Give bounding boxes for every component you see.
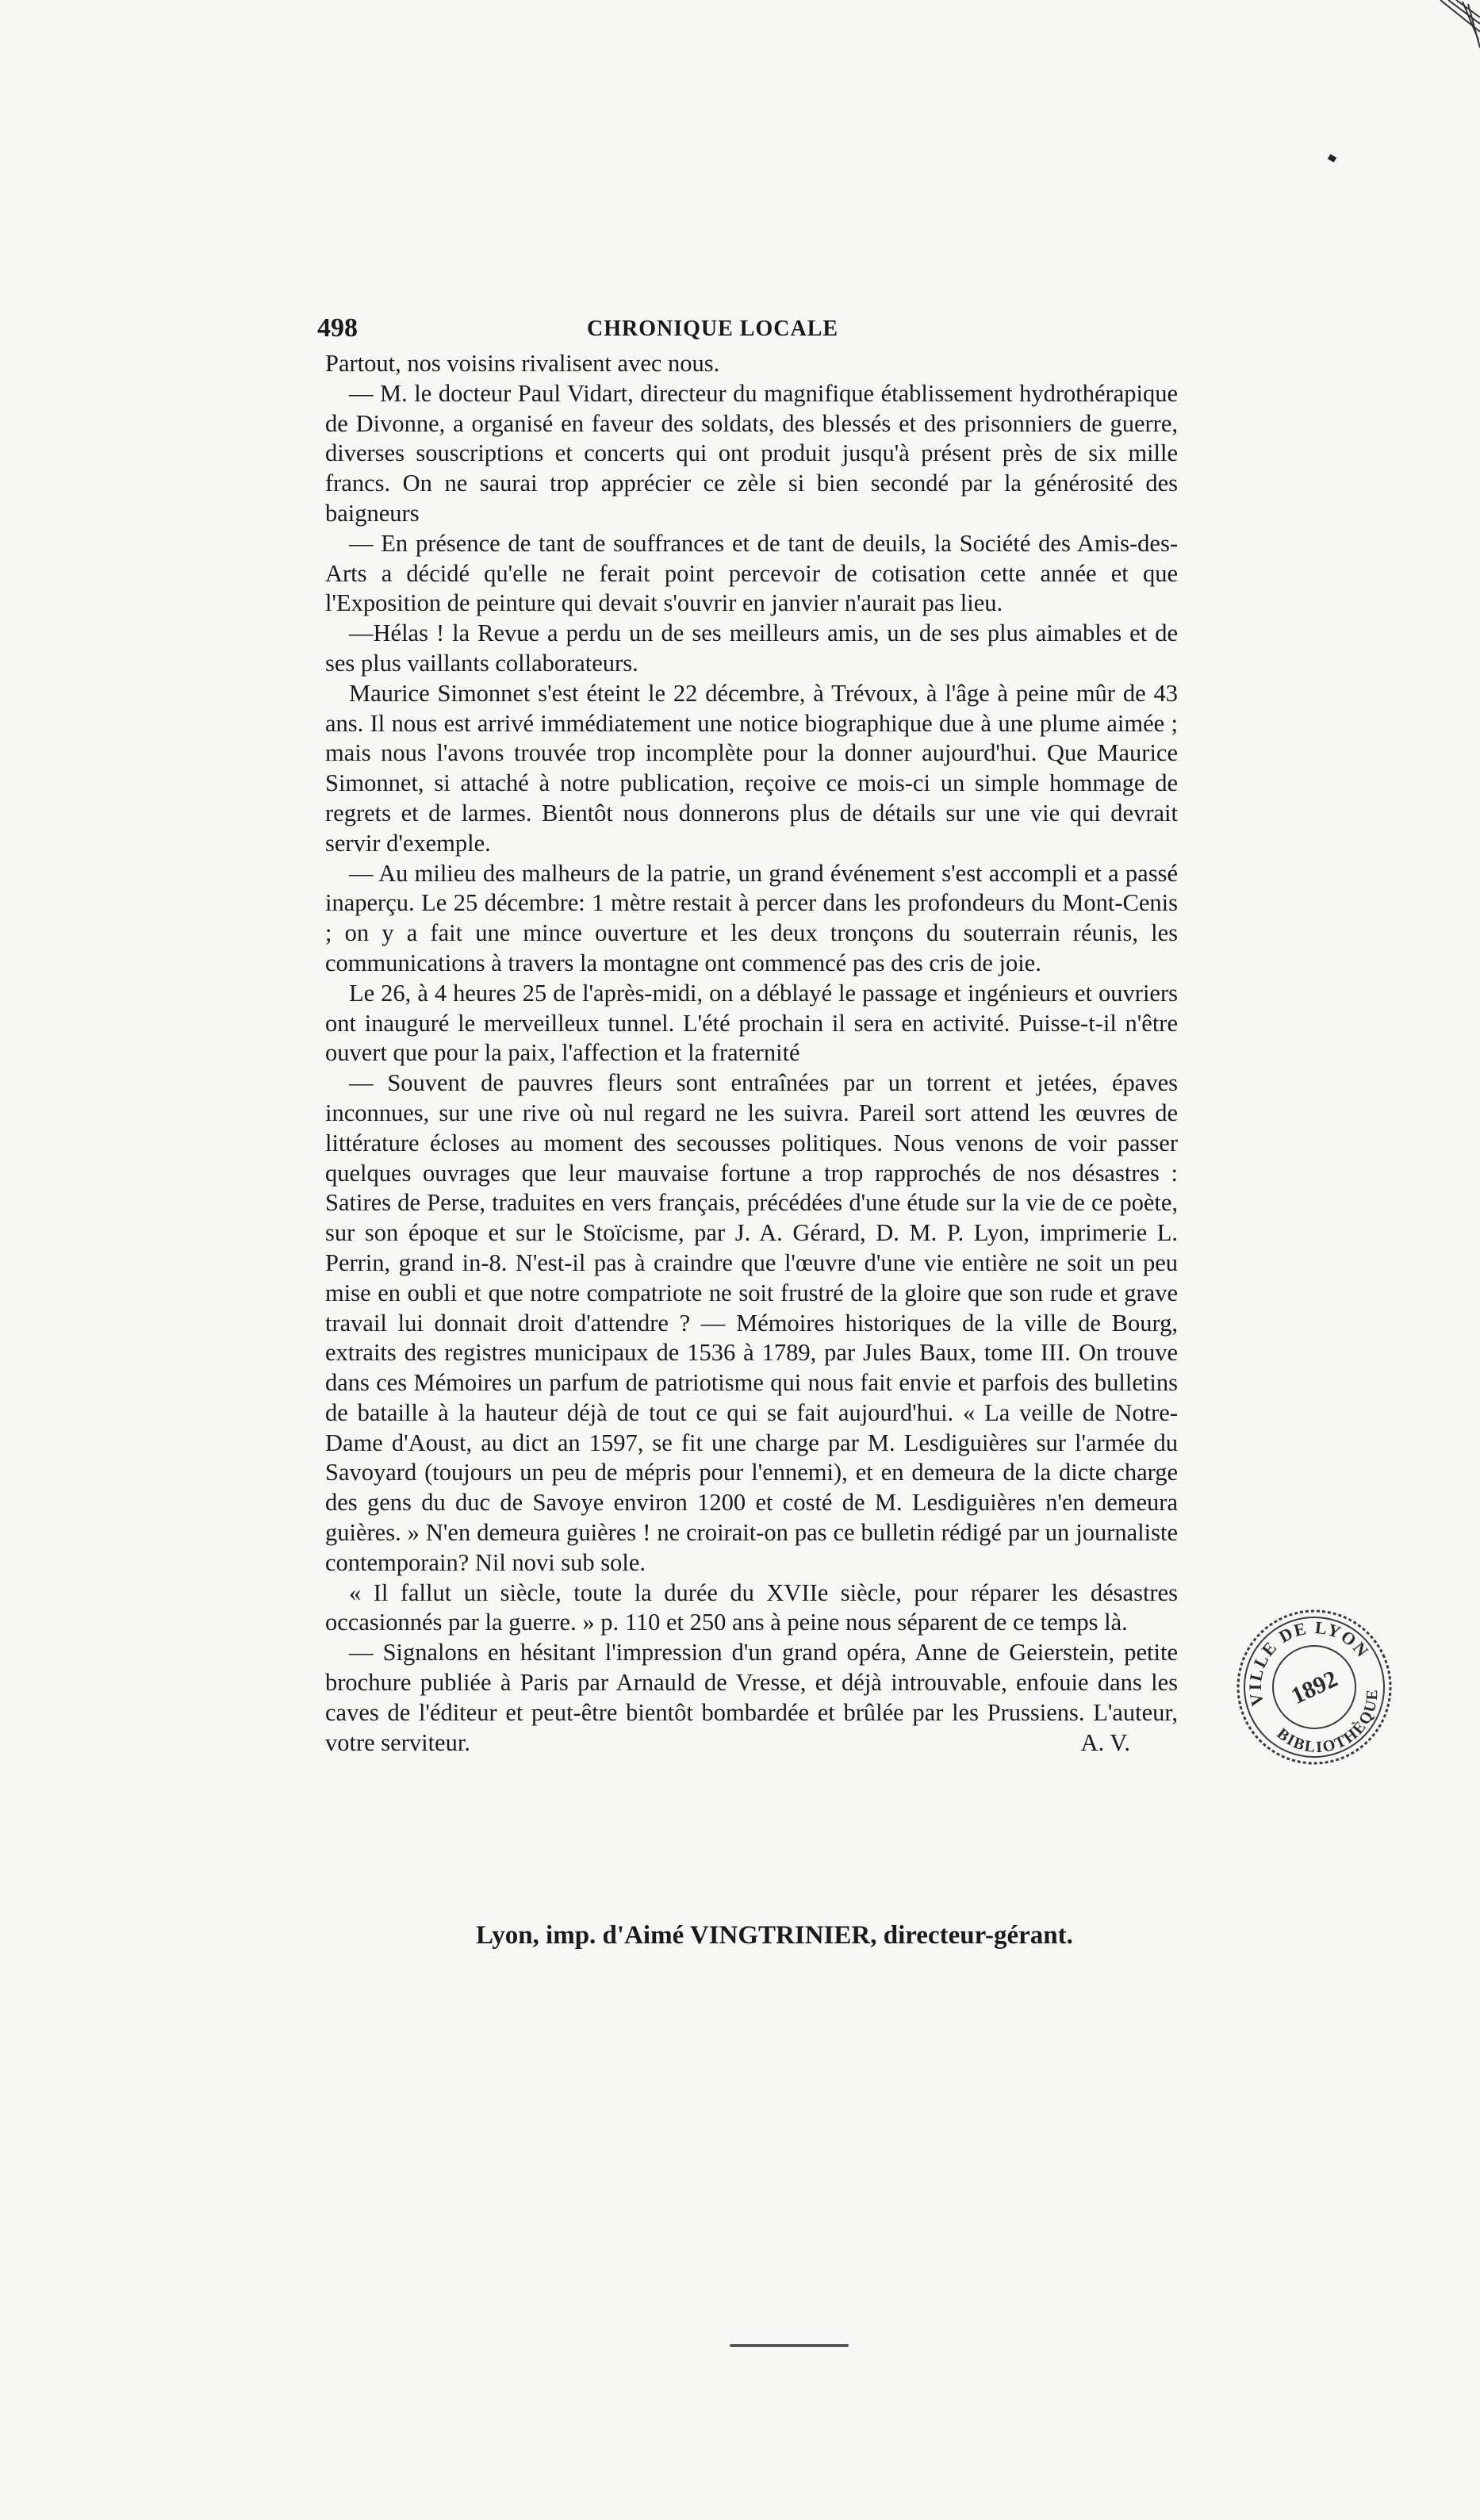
ink-speck xyxy=(1328,154,1336,163)
paragraph-last xyxy=(325,1638,1178,1758)
corner-scan-artifact xyxy=(1393,0,1480,63)
svg-text:BIBLIOTHÈQUE xyxy=(1270,1682,1396,1769)
stamp-bottom-text: BIBLIOTHÈQUE xyxy=(1273,1687,1382,1757)
page-number: 498 xyxy=(317,313,358,343)
paragraph: Maurice Simonnet s'est éteint le 22 décembre, à Trévoux, à l'âge à peine mûr de 43 ans. Il nous est arrivé immédiatement une notice biographique due à une plume aimée ; mais nous l'avons trouvée trop incomplète pour la donner aujourd'hui. Que Maurice Simonnet, si attaché à notre publication, reçoive ce mois-ci un simple hommage de regrets et de larmes. Bientôt nous donnerons plus de détails sur une vie qui devrait servir d'exemple. xyxy=(325,679,1178,857)
paragraph: — M. le docteur Paul Vidart, directeur du magnifique établissement hydrothérapique de Divonne, a organisé en faveur des soldats, des blessés et des prisonniers de guerre, diverses souscriptions et concerts qui ont produit jusqu'à présent près de six mille francs. On ne saurai trop apprécier ce zèle si bien secondé par la générosité des baigneurs xyxy=(325,379,1178,527)
page-header xyxy=(317,313,1110,345)
paragraph: Partout, nos voisins rivalisent avec nous. xyxy=(325,350,720,377)
paragraph: « Il fallut un siècle, toute la durée du XVIIe siècle, pour réparer les désastres occasionnés par la guerre. » p. 110 et 250 ans à peine nous séparent de ce temps là. xyxy=(325,1578,1178,1636)
paragraph: — Souvent de pauvres fleurs sont entraînées par un torrent et jetées, épaves inconnues, sur une rive où nul regard ne les suivra. Pareil sort attend les œuvres de littérature écloses au moment des secousses politiques. Nous venons de voir passer quelques ouvrages que leur mauvaise fortune a trop rapprochés de nos désastres : Satires de Perse, traduites en vers français, précédées d'une étude sur la vie de ce poète, sur son époque et sur le Stoïcisme, par J. A. Gérard, D. M. P. Lyon, imprimerie L. Perrin, grand in-8. N'est-il pas à craindre que l'œuvre d'une vie entière ne soit un peu mise en oubli et que notre compatriote ne soit frustré de la gloire que son rude et grave travail lui donnait droit d'attendre ? — Mémoires historiques de la ville de Bourg, extraits des registres municipaux de 1536 à 1789, par Jules Baux, tome III. On trouve dans ces Mémoires un parfum de patriotisme qui nous fait envie et parfois des bulletins de bataille à la hauteur déjà de tout ce qui se fait aujourd'hui. « La veille de Notre-Dame d'Aoust, au dict an 1597, se fit une charge par M. Lesdiguières sur l'armée du Savoyard (toujours un peu de mépris pour l'ennemi), et en demeura de la dicte charge des gens du duc de Savoye environ 1200 et costé de M. Lesdiguières n'en demeura guières. » N'en demeura guières ! ne croirait-on pas ce bulletin rédigé par un journaliste contemporain? Nil novi sub sole. xyxy=(325,1069,1178,1576)
paragraph: — Au milieu des malheurs de la patrie, un grand événement s'est accompli et a passé inaperçu. Le 25 décembre: 1 mètre restait à percer dans les profondeurs du Mont-Cenis ; on y a fait une mince ouverture et les deux tronçons du souterrain réunis, les communications à travers la montagne ont commencé pas des cris de joie. xyxy=(325,859,1178,976)
library-stamp xyxy=(1233,1606,1396,1769)
paragraph: —Hélas ! la Revue a perdu un de ses meilleurs amis, un de ses plus aimables et de ses plus vaillants collaborateurs. xyxy=(325,619,1178,677)
stamp-year: 1892 xyxy=(1287,1665,1342,1710)
article-body xyxy=(325,349,1178,1758)
author-signature: A. V. xyxy=(1080,1728,1130,1756)
paragraph-text: — Signalons en hésitant l'impression d'un grand opéra, Anne de Geierstein, petite brochure publiée à Paris par Arnauld de Vresse, et déjà introuvable, enfouie dans les caves de l'éditeur et peut-être bientôt bombardée et brûlée par les Prussiens. L'auteur, votre serviteur. xyxy=(325,1639,1178,1756)
printer-imprint: Lyon, imp. d'Aimé VINGTRINIER, directeur-gérant. xyxy=(476,1921,1073,1950)
paragraph: Le 26, à 4 heures 25 de l'après-midi, on a déblayé le passage et ingénieurs et ouvriers ont inauguré le merveilleux tunnel. L'été prochain il sera en activité. Puisse-t-il n'être ouvert que pour la paix, l'affection et la fraternité xyxy=(325,979,1178,1067)
stamp-top-text: VILLE DE LYON xyxy=(1244,1617,1374,1708)
running-title: CHRONIQUE LOCALE xyxy=(587,316,839,341)
paragraph: — En présence de tant de souffrances et de tant de deuils, la Société des Amis-des-Arts a décidé qu'elle ne ferait point percevoir de cotisation cette année et que l'Exposition de peinture qui devait s'ouvrir en janvier n'aurait pas lieu. xyxy=(325,529,1178,617)
bottom-rule-mark xyxy=(730,2344,849,2347)
